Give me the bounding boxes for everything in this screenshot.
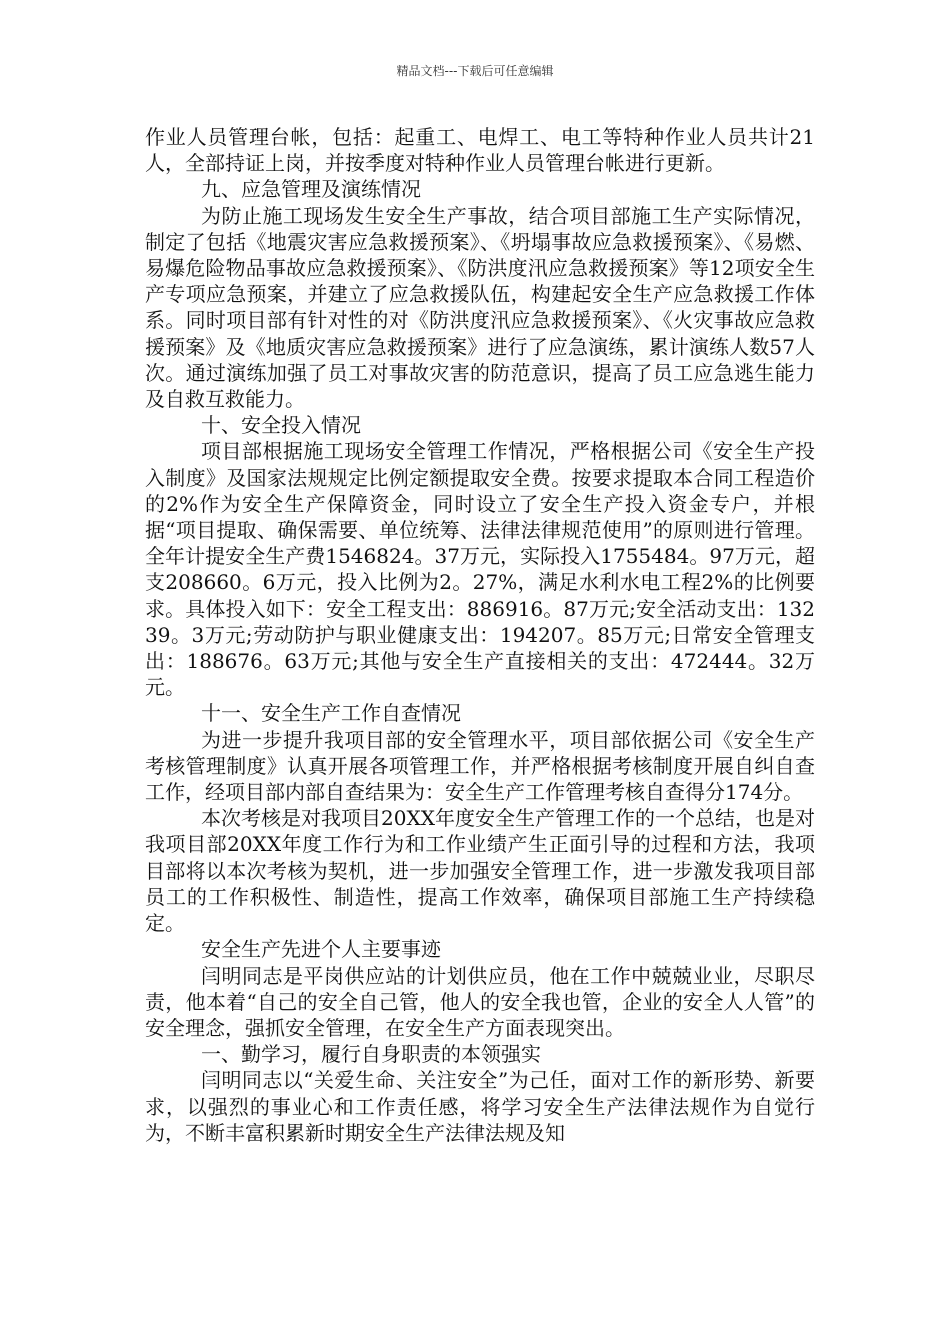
paragraph-safety-investment: 项目部根据施工现场安全管理工作情况，严格根据公司《安全生产投入制度》及国家法规规定比例定额提取安全费。按要求提取本合同工程造价的2%作为安全生产保障资金，同时设立了安全生产投入资金专户，并根据“项目提取、确保需要、单位统筹、法律法律规范使用”的原则进行管理。全年计提安全生产费1546824。37万元，实际投入1755484。97万元，超支208660。6万元，投入比例为2。27%，满足水利水电工程2%的比例要求。具体投入如下：安全工程支出：886916。87万元;安全活动支出：13239。3万元;劳动防护与职业健康支出：194207。85万元;日常安全管理支出：188676。63万元;其他与安全生产直接相关的支出：472444。32万元。 (145, 439, 815, 700)
document-body (145, 124, 815, 1146)
heading-emergency-management: 九、应急管理及演练情况 (201, 177, 421, 202)
page-header: 精品文档---下载后可任意编辑 (396, 64, 554, 78)
paragraph-emergency-plans: 为防止施工现场发生安全生产事故，结合项目部施工生产实际情况，制定了包括《地震灾害应急救援预案》、《坍塌事故应急救援预案》、《易燃、易爆危险物品事故应急救援预案》、《防洪度汛应急救援预案》等12项安全生产专项应急预案，并建立了应急救援队伍，构建起安全生产应急救援工作体系。同时项目部有针对性的对《防洪度汛应急救援预案》、《火灾事故应急救援预案》及《地质灾害应急救援预案》进行了应急演练，累计演练人数57人次。通过演练加强了员工对事故灾害的防范意识，提高了员工应急逃生能力及自救互救能力。 (145, 203, 815, 412)
heading-self-inspection: 十一、安全生产工作自查情况 (201, 701, 461, 726)
paragraph-special-workers: 作业人员管理台帐，包括：起重工、电焊工、电工等特种作业人员共计21人，全部持证上岗，并按季度对特种作业人员管理台帐进行更新。 (145, 125, 815, 176)
heading-advanced-individual: 安全生产先进个人主要事迹 (201, 937, 441, 962)
paragraph-self-inspection: 为进一步提升我项目部的安全管理水平，项目部依据公司《安全生产考核管理制度》认真开展各项管理工作，并严格根据考核制度开展自纠自查工作，经项目部内部自查结果为：安全生产工作管理考核自查得分174分。 (145, 727, 815, 805)
paragraph-advanced-individual: 闫明同志是平岗供应站的计划供应员，他在工作中兢兢业业，尽职尽责，他本着“自己的安全自己管，他人的安全我也管，企业的安全人人管”的安全理念，强抓安全管理，在安全生产方面表现突出。 (145, 963, 815, 1040)
heading-diligent-study: 一、勤学习，履行自身职责的本领强实 (201, 1042, 541, 1067)
paragraph-assessment-summary: 本次考核是对我项目20XX年度安全生产管理工作的一个总结，也是对我项目部20XX年度工作行为和工作业绩产生正面引导的过程和方法，我项目部将以本次考核为契机，进一步加强安全管理工作，进一步激发我项目部员工的工作积极性、制造性，提高工作效率，确保项目部施工生产持续稳定。 (145, 806, 815, 936)
heading-safety-investment: 十、安全投入情况 (201, 413, 361, 438)
paragraph-diligent-study: 闫明同志以“关爱生命、关注安全”为己任，面对工作的新形势、新要求，以强烈的事业心和工作责任感，将学习安全生产法律法规作为自觉行为，不断丰富积累新时期安全生产法律法规及知 (145, 1068, 815, 1145)
